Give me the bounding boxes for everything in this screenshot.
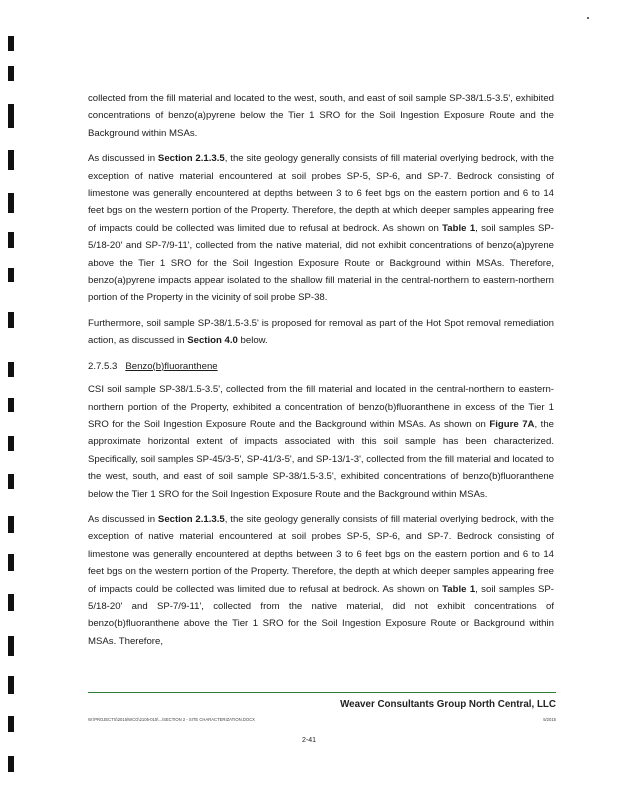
- binding-mark: [8, 268, 14, 282]
- section-number: 2.7.5.3: [88, 360, 118, 372]
- table-reference: Table 1: [442, 583, 476, 595]
- binding-mark: [8, 193, 14, 213]
- binding-mark: [8, 150, 14, 170]
- footer-date: 5/2015: [543, 717, 556, 722]
- paragraph: [88, 150, 554, 307]
- table-reference: Table 1: [442, 222, 476, 234]
- paragraph-text: collected from the fill material and located to the west, south, and east of soil sample SP-38/1.5-3.5', exhibited concentrations of benzo(a)pyrene below the Tier 1 SRO for the Soil Ingestion Exposure Route and the Background within MSAs.: [88, 93, 554, 139]
- figure-reference: Figure 7A: [489, 418, 535, 430]
- section-reference: Section 4.0: [187, 335, 238, 347]
- paragraph-text: As discussed in: [88, 513, 158, 525]
- binding-mark: [8, 36, 14, 51]
- footer-file-path: W:\PROJECTS\2015\WCG\2105-015\...\SECTION 2 - SITE CHARACTERIZATION.DOCX: [88, 717, 255, 722]
- paragraph: [88, 511, 554, 650]
- binding-mark: [8, 756, 14, 772]
- binding-mark: [8, 104, 14, 128]
- binding-mark: [8, 676, 14, 694]
- binding-mark: [8, 312, 14, 328]
- paragraph-text: below.: [237, 335, 268, 347]
- section-heading: [88, 358, 554, 375]
- binding-mark: [8, 594, 14, 611]
- paragraph-text: Furthermore, soil sample SP-38/1.5-3.5' is proposed for removal as part of the Hot Spot removal remediation action, as discussed in: [88, 317, 554, 347]
- binding-mark: [8, 716, 14, 732]
- paragraph-text: As discussed in: [88, 153, 158, 165]
- paragraph-text: , soil samples SP-5/18-20' and SP-7/9-11', collected from the native material, did not exhibit concentrations of benzo(b)fluoranthene above the Tier 1 SRO for the Soil Ingestion Exposure Route or Background within MSAs. Therefore,: [88, 583, 554, 647]
- body-text: [88, 90, 554, 658]
- paragraph-text: CSI soil sample SP-38/1.5-3.5', collected from the fill material and located in the central-northern to eastern-northern portion of the Property, exhibited a concentration of benzo(b)fluoranthene in excess of the Tier 1 SRO for the Soil Ingestion Exposure Route and the Background within MSAs. As shown on: [88, 384, 554, 430]
- paragraph: [88, 90, 554, 142]
- paragraph: [88, 381, 554, 503]
- paragraph-text: , soil samples SP-5/18-20' and SP-7/9-11', collected from the native material, did not exhibit concentrations of benzo(a)pyrene above the Tier 1 SRO for the Soil Ingestion Exposure Route or Background within MSAs. Therefore, benzo(a)pyrene impacts appear isolated to the shallow fill material in the central-northern to eastern-northern portion of the Property in the vicinity of soil probe SP-38.: [88, 222, 554, 304]
- footer-divider: [88, 692, 556, 693]
- scan-speck: [587, 17, 589, 19]
- binding-mark: [8, 636, 14, 656]
- binding-mark: [8, 398, 14, 412]
- paragraph-text: , the site geology generally consists of fill material overlying bedrock, with the exception of native material encountered at soil probes SP-5, SP-6, and SP-7. Bedrock consisting of limestone was generally encountered at depths between 3 to 6 feet bgs on the eastern portion and 6 to 14 feet bgs on the western portion of the Property. Therefore, the depth at which deeper samples appearing free of impacts could be collected was limited due to refusal at bedrock. As shown on: [88, 513, 555, 595]
- paragraph-text: , the site geology generally consists of fill material overlying bedrock, with the exception of native material encountered at soil probes SP-5, SP-6, and SP-7. Bedrock consisting of limestone was generally encountered at depths between 3 to 6 feet bgs on the eastern portion and 6 to 14 feet bgs on the western portion of the Property. Therefore, the depth at which deeper samples appearing free of impacts could be collected was limited due to refusal at bedrock. As shown on: [88, 153, 555, 234]
- binding-mark: [8, 362, 14, 377]
- section-reference: Section 2.1.3.5: [157, 513, 225, 525]
- binding-mark: [8, 554, 14, 571]
- paragraph-text: , the approximate horizontal extent of impacts associated with this soil sample has been characterized. Specifically, soil samples SP-45/3-5', SP-41/3-5', and SP-13/1-3', collected from the fill material and located to the west, south, and east of soil sample SP-38/1.5-3.5', exhibited concentrations of benzo(b)fluoranthene below the Tier 1 SRO for the Soil Ingestion Exposure Route and the Background within MSAs.: [88, 418, 554, 500]
- footer-company: Weaver Consultants Group North Central, LLC: [340, 699, 556, 710]
- section-title: Benzo(b)fluoranthene: [125, 360, 218, 372]
- binding-mark: [8, 516, 14, 533]
- binding-mark: [8, 474, 14, 489]
- page-number: 2-41: [301, 737, 316, 744]
- paragraph: [88, 315, 554, 350]
- binding-mark: [8, 436, 14, 451]
- binding-mark: [8, 66, 14, 81]
- section-reference: Section 2.1.3.5: [157, 153, 225, 165]
- binding-mark: [8, 232, 14, 248]
